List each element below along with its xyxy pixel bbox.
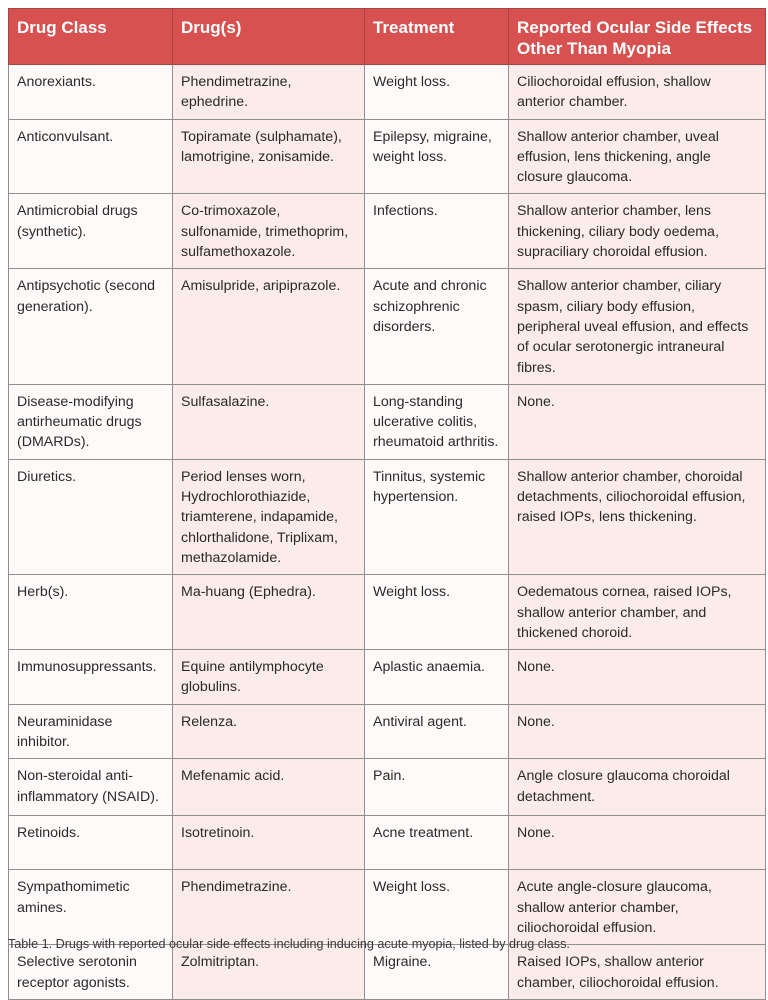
cell-treatment: Migraine. bbox=[365, 945, 509, 1000]
table-row bbox=[9, 870, 766, 945]
drug-table bbox=[8, 8, 766, 1000]
cell-drug-class: Anticonvulsant. bbox=[9, 119, 173, 194]
cell-treatment: Long-standing ulcerative colitis, rheumatoid arthritis. bbox=[365, 384, 509, 459]
cell-treatment: Pain. bbox=[365, 759, 509, 816]
cell-drugs: Phendimetrazine. bbox=[173, 870, 365, 945]
table-row bbox=[9, 704, 766, 759]
cell-drug-class: Diuretics. bbox=[9, 459, 173, 574]
cell-side-effects: None. bbox=[509, 704, 766, 759]
cell-drug-class: Antimicrobial drugs (synthetic). bbox=[9, 194, 173, 269]
cell-drugs: Relenza. bbox=[173, 704, 365, 759]
table-row bbox=[9, 945, 766, 1000]
cell-drug-class: Antipsychotic (second generation). bbox=[9, 269, 173, 384]
cell-drug-class: Immunosuppressants. bbox=[9, 650, 173, 705]
cell-side-effects: Oedematous cornea, raised IOPs, shallow anterior chamber, and thickened choroid. bbox=[509, 575, 766, 650]
cell-side-effects: None. bbox=[509, 816, 766, 870]
cell-drugs: Equine antilymphocyte globulins. bbox=[173, 650, 365, 705]
table-row bbox=[9, 119, 766, 194]
cell-drug-class: Neuraminidase inhibitor. bbox=[9, 704, 173, 759]
cell-side-effects: Angle closure glaucoma choroidal detachment. bbox=[509, 759, 766, 816]
table-row bbox=[9, 816, 766, 870]
cell-side-effects: Shallow anterior chamber, ciliary spasm, ciliary body effusion, peripheral uveal effusion, and effects of ocular serotonergic intraneural fibres. bbox=[509, 269, 766, 384]
cell-treatment: Tinnitus, systemic hypertension. bbox=[365, 459, 509, 574]
header-drugs: Drug(s) bbox=[173, 9, 365, 65]
cell-drugs: Ma-huang (Ephedra). bbox=[173, 575, 365, 650]
cell-drugs: Isotretinoin. bbox=[173, 816, 365, 870]
cell-treatment: Weight loss. bbox=[365, 65, 509, 120]
cell-drug-class: Sympathomimetic amines. bbox=[9, 870, 173, 945]
table-row bbox=[9, 759, 766, 816]
table-caption: Table 1. Drugs with reported ocular side effects including inducing acute myopia, listed by drug class. bbox=[8, 937, 570, 951]
cell-side-effects: None. bbox=[509, 650, 766, 705]
cell-drugs: Co-trimoxazole, sulfonamide, trimethoprim, sulfamethoxazole. bbox=[173, 194, 365, 269]
cell-drugs: Mefenamic acid. bbox=[173, 759, 365, 816]
cell-drug-class: Non-steroidal anti-inflammatory (NSAID). bbox=[9, 759, 173, 816]
table-row bbox=[9, 65, 766, 120]
cell-drugs: Zolmitriptan. bbox=[173, 945, 365, 1000]
cell-treatment: Weight loss. bbox=[365, 870, 509, 945]
cell-drugs: Phendimetrazine, ephedrine. bbox=[173, 65, 365, 120]
cell-drug-class: Herb(s). bbox=[9, 575, 173, 650]
table-row bbox=[9, 269, 766, 384]
table-row bbox=[9, 459, 766, 574]
table-row bbox=[9, 384, 766, 459]
cell-drugs: Topiramate (sulphamate), lamotrigine, zonisamide. bbox=[173, 119, 365, 194]
cell-treatment: Infections. bbox=[365, 194, 509, 269]
table-row bbox=[9, 650, 766, 705]
header-drug-class: Drug Class bbox=[9, 9, 173, 65]
table-header-row bbox=[9, 9, 766, 65]
cell-side-effects: Acute angle-closure glaucoma, shallow anterior chamber, ciliochoroidal effusion. bbox=[509, 870, 766, 945]
table-row bbox=[9, 194, 766, 269]
cell-drugs: Amisulpride, aripiprazole. bbox=[173, 269, 365, 384]
cell-treatment: Acute and chronic schizophrenic disorders. bbox=[365, 269, 509, 384]
table-row bbox=[9, 575, 766, 650]
cell-side-effects: None. bbox=[509, 384, 766, 459]
cell-drug-class: Disease-modifying antirheumatic drugs (DMARDs). bbox=[9, 384, 173, 459]
cell-treatment: Aplastic anaemia. bbox=[365, 650, 509, 705]
cell-drugs: Sulfasalazine. bbox=[173, 384, 365, 459]
drug-table-container bbox=[8, 8, 765, 1000]
cell-side-effects: Ciliochoroidal effusion, shallow anterior chamber. bbox=[509, 65, 766, 120]
cell-treatment: Acne treatment. bbox=[365, 816, 509, 870]
cell-drug-class: Anorexiants. bbox=[9, 65, 173, 120]
cell-treatment: Antiviral agent. bbox=[365, 704, 509, 759]
cell-side-effects: Shallow anterior chamber, uveal effusion, lens thickening, angle closure glaucoma. bbox=[509, 119, 766, 194]
cell-side-effects: Shallow anterior chamber, choroidal detachments, ciliochoroidal effusion, raised IOPs, lens thickening. bbox=[509, 459, 766, 574]
cell-treatment: Epilepsy, migraine, weight loss. bbox=[365, 119, 509, 194]
header-side-effects: Reported Ocular Side Effects Other Than Myopia bbox=[509, 9, 766, 65]
cell-side-effects: Raised IOPs, shallow anterior chamber, ciliochoroidal effusion. bbox=[509, 945, 766, 1000]
cell-side-effects: Shallow anterior chamber, lens thickening, ciliary body oedema, supraciliary choroidal effusion. bbox=[509, 194, 766, 269]
cell-drug-class: Selective serotonin receptor agonists. bbox=[9, 945, 173, 1000]
cell-treatment: Weight loss. bbox=[365, 575, 509, 650]
cell-drug-class: Retinoids. bbox=[9, 816, 173, 870]
header-treatment: Treatment bbox=[365, 9, 509, 65]
cell-drugs: Period lenses worn, Hydrochlorothiazide, triamterene, indapamide, chlorthalidone, Triplixam, methazolamide. bbox=[173, 459, 365, 574]
